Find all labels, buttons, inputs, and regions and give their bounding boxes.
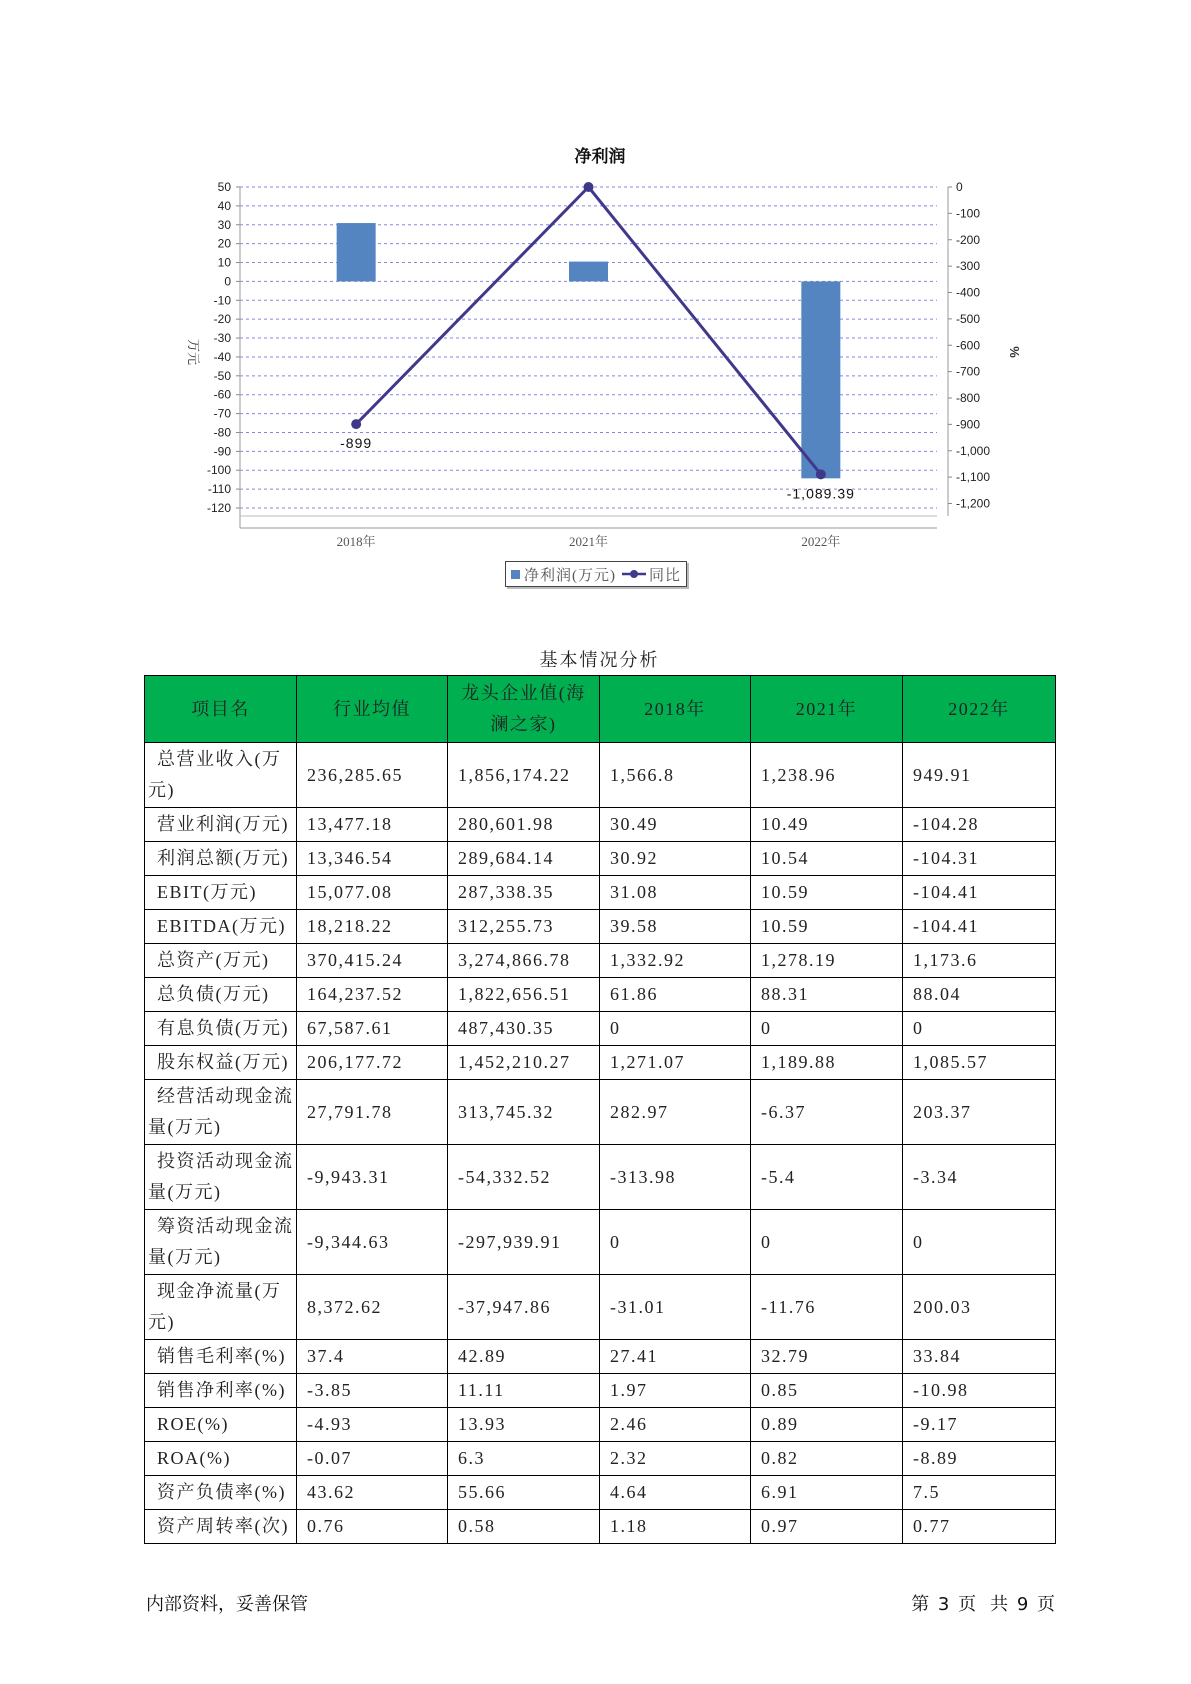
y2-tick-label: -600 [956, 338, 981, 353]
table-cell: 6.3 [448, 1442, 600, 1476]
table-cell: -10.98 [903, 1374, 1056, 1408]
page-current: 第 3 页 [911, 1594, 977, 1615]
table-cell: 39.58 [600, 910, 751, 944]
net-profit-chart [0, 0, 1191, 600]
table-row [145, 842, 1056, 876]
table-cell: -5.4 [751, 1145, 903, 1210]
row-label-cell: 营业利润(万元) [145, 808, 297, 842]
table-cell: 67,587.61 [297, 1012, 448, 1046]
table-cell: 27.41 [600, 1340, 751, 1374]
row-label-cell: EBIT(万元) [145, 876, 297, 910]
table-row [145, 1210, 1056, 1275]
row-label-cell: 资产周转率(次) [145, 1510, 297, 1544]
table-cell: 10.49 [751, 808, 903, 842]
y-tick-label: -60 [213, 387, 231, 402]
y2-tick-label: -800 [956, 391, 981, 405]
table-cell: 0 [751, 1012, 903, 1046]
table-cell: 13,346.54 [297, 842, 448, 876]
table-cell: -297,939.91 [448, 1210, 600, 1275]
table-cell: 200.03 [903, 1275, 1056, 1340]
table-cell: 2.46 [600, 1408, 751, 1442]
data-label: -1,089.39 [786, 485, 855, 502]
table-header-cell: 项目名 [145, 676, 297, 743]
row-label-cell: 现金净流量(万元) [145, 1275, 297, 1340]
y-tick-label: -120 [206, 501, 231, 515]
table-cell: 8,372.62 [297, 1275, 448, 1340]
table-cell: 312,255.73 [448, 910, 600, 944]
table-row [145, 944, 1056, 978]
y2-tick-label: -100 [956, 206, 981, 221]
table-cell: -9.17 [903, 1408, 1056, 1442]
table-cell: 1.97 [600, 1374, 751, 1408]
table-cell: -9,943.31 [297, 1145, 448, 1210]
x-tick-label: 2018年 [336, 534, 376, 549]
table-cell: 370,415.24 [297, 944, 448, 978]
table-cell: 30.92 [600, 842, 751, 876]
table-cell: 37.4 [297, 1340, 448, 1374]
table-cell: 13.93 [448, 1408, 600, 1442]
row-label-cell: 总负债(万元) [145, 978, 297, 1012]
page-number [815, 1590, 1055, 1616]
table-row [145, 1476, 1056, 1510]
table-cell: 236,285.65 [297, 743, 448, 808]
y2-tick-label: -400 [956, 285, 981, 300]
y-tick-label: -70 [213, 406, 231, 421]
row-label-cell: 销售净利率(%) [145, 1374, 297, 1408]
table-row [145, 876, 1056, 910]
table-cell: 33.84 [903, 1340, 1056, 1374]
y2-tick-label: -500 [956, 311, 981, 326]
line-point [584, 182, 594, 192]
table-cell: 10.54 [751, 842, 903, 876]
table-cell: 7.5 [903, 1476, 1056, 1510]
table-cell: 289,684.14 [448, 842, 600, 876]
table-cell: 0 [751, 1210, 903, 1275]
table-cell: 32.79 [751, 1340, 903, 1374]
basic-analysis-table [144, 675, 1056, 1544]
y-tick-label: -110 [207, 482, 231, 497]
table-cell: 0.77 [903, 1510, 1056, 1544]
bar [337, 223, 376, 281]
table-cell: 88.04 [903, 978, 1056, 1012]
x-tick-label: 2021年 [568, 534, 609, 549]
table-cell: -104.41 [903, 876, 1056, 910]
y2-tick-label: -1,200 [956, 496, 991, 511]
legend-line-swatch [622, 568, 646, 580]
y-tick-label: 50 [217, 180, 231, 194]
table-row [145, 1442, 1056, 1476]
row-label-cell: 总资产(万元) [145, 944, 297, 978]
row-label-cell: 有息负债(万元) [145, 1012, 297, 1046]
row-label-cell: 投资活动现金流量(万元) [145, 1145, 297, 1210]
bar [801, 281, 840, 478]
table-cell: -54,332.52 [448, 1145, 600, 1210]
y-axis-title: 万元 [186, 338, 201, 366]
table-header-cell: 2018年 [600, 676, 751, 743]
y-tick-label: 0 [224, 274, 231, 289]
y2-tick-label: 0 [956, 180, 963, 194]
y-tick-label: -100 [206, 463, 231, 478]
y-tick-label: 40 [217, 198, 231, 213]
table-cell: -3.34 [903, 1145, 1056, 1210]
chart-title: 净利润 [574, 147, 626, 167]
table-cell: 10.59 [751, 876, 903, 910]
table-cell: 1,085.57 [903, 1046, 1056, 1080]
table-cell: -9,344.63 [297, 1210, 448, 1275]
table-cell: 164,237.52 [297, 978, 448, 1012]
y-tick-label: -90 [213, 444, 231, 459]
table-cell: 3,274,866.78 [448, 944, 600, 978]
table-cell: 11.11 [448, 1374, 600, 1408]
y-tick-label: 30 [217, 217, 231, 232]
y2-axis-title: % [1007, 346, 1022, 358]
table-cell: 1,173.6 [903, 944, 1056, 978]
y-tick-label: -20 [213, 312, 231, 327]
y2-tick-label: -700 [956, 364, 981, 379]
table-cell: 31.08 [600, 876, 751, 910]
y2-tick-label: -1,000 [956, 443, 991, 458]
y2-tick-label: -900 [956, 417, 981, 432]
table-row [145, 1408, 1056, 1442]
line-point [351, 419, 361, 429]
table-cell: -8.89 [903, 1442, 1056, 1476]
table-cell: 1,271.07 [600, 1046, 751, 1080]
table-cell: -0.07 [297, 1442, 448, 1476]
y-tick-label: -80 [213, 425, 231, 440]
table-cell: -104.41 [903, 910, 1056, 944]
legend-bar-label: 净利润(万元) [524, 567, 616, 584]
table-cell: 1,822,656.51 [448, 978, 600, 1012]
table-cell: -37,947.86 [448, 1275, 600, 1340]
table-row [145, 1012, 1056, 1046]
table-cell: 6.91 [751, 1476, 903, 1510]
table-cell: 30.49 [600, 808, 751, 842]
table-cell: 2.32 [600, 1442, 751, 1476]
row-label-cell: 资产负债率(%) [145, 1476, 297, 1510]
table-header-row [145, 676, 1056, 743]
table-cell: 13,477.18 [297, 808, 448, 842]
data-label: -899 [340, 435, 373, 452]
table-cell: 4.64 [600, 1476, 751, 1510]
y2-tick-label: -200 [956, 232, 981, 247]
y-tick-label: -50 [213, 368, 231, 383]
table-cell: -4.93 [297, 1408, 448, 1442]
chart-legend [505, 561, 687, 587]
table-cell: 0.82 [751, 1442, 903, 1476]
table-row [145, 910, 1056, 944]
table-cell: 0.85 [751, 1374, 903, 1408]
table-header-cell: 2021年 [751, 676, 903, 743]
table-header-cell: 2022年 [903, 676, 1056, 743]
table-cell: 287,338.35 [448, 876, 600, 910]
table-cell: 27,791.78 [297, 1080, 448, 1145]
table-title: 基本情况分析 [539, 650, 660, 670]
table-cell: 1,278.19 [751, 944, 903, 978]
table-cell: 15,077.08 [297, 876, 448, 910]
table-row [145, 1080, 1056, 1145]
y2-tick-label: -300 [956, 259, 981, 274]
footer-note: 内部资料，妥善保管 [146, 1594, 308, 1615]
y-tick-label: -30 [213, 331, 231, 346]
table-cell: -31.01 [600, 1275, 751, 1340]
table-row [145, 1145, 1056, 1210]
bar [569, 262, 608, 282]
table-cell: 18,218.22 [297, 910, 448, 944]
table-cell: 88.31 [751, 978, 903, 1012]
table-cell: 1,566.8 [600, 743, 751, 808]
table-cell: 42.89 [448, 1340, 600, 1374]
table-cell: 0.58 [448, 1510, 600, 1544]
table-cell: 280,601.98 [448, 808, 600, 842]
table-cell: -104.31 [903, 842, 1056, 876]
row-label-cell: 利润总额(万元) [145, 842, 297, 876]
table-cell: 949.91 [903, 743, 1056, 808]
table-cell: -104.28 [903, 808, 1056, 842]
y-tick-label: 10 [217, 255, 231, 270]
legend-bar-swatch [511, 570, 520, 579]
page-total: 共 9 页 [990, 1594, 1055, 1615]
table-row [145, 1510, 1056, 1544]
x-tick-label: 2022年 [801, 534, 841, 549]
table-cell: 0 [600, 1012, 751, 1046]
table-cell: -313.98 [600, 1145, 751, 1210]
table-cell: 1,238.96 [751, 743, 903, 808]
table-header-cell: 行业均值 [297, 676, 448, 743]
table-row [145, 1340, 1056, 1374]
table-row [145, 1275, 1056, 1340]
table-header-cell: 龙头企业值(海澜之家) [448, 676, 600, 743]
table-cell: 1,332.92 [600, 944, 751, 978]
y-tick-label: 20 [217, 236, 231, 251]
row-label-cell: EBITDA(万元) [145, 910, 297, 944]
table-cell: -6.37 [751, 1080, 903, 1145]
table-cell: 0.97 [751, 1510, 903, 1544]
table-cell: 0.89 [751, 1408, 903, 1442]
table-cell: 55.66 [448, 1476, 600, 1510]
table-row [145, 743, 1056, 808]
table-cell: 0 [903, 1210, 1056, 1275]
table-cell: 0 [600, 1210, 751, 1275]
table-cell: 61.86 [600, 978, 751, 1012]
table-body [145, 743, 1056, 1544]
line-series [356, 187, 821, 474]
table-cell: 0.76 [297, 1510, 448, 1544]
table-cell: 0 [903, 1012, 1056, 1046]
table-cell: -3.85 [297, 1374, 448, 1408]
table-cell: 203.37 [903, 1080, 1056, 1145]
line-point [816, 469, 826, 479]
table-cell: 1,452,210.27 [448, 1046, 600, 1080]
row-label-cell: 经营活动现金流量(万元) [145, 1080, 297, 1145]
table-cell: -11.76 [751, 1275, 903, 1340]
table-cell: 43.62 [297, 1476, 448, 1510]
table-cell: 1,856,174.22 [448, 743, 600, 808]
table-row [145, 808, 1056, 842]
row-label-cell: 销售毛利率(%) [145, 1340, 297, 1374]
table-cell: 487,430.35 [448, 1012, 600, 1046]
row-label-cell: 股东权益(万元) [145, 1046, 297, 1080]
y-tick-label: -10 [213, 293, 231, 308]
table-cell: 1.18 [600, 1510, 751, 1544]
y-tick-label: -40 [213, 349, 231, 364]
y2-tick-label: -1,100 [956, 470, 991, 485]
row-label-cell: 总营业收入(万元) [145, 743, 297, 808]
table-row [145, 1046, 1056, 1080]
table-cell: 206,177.72 [297, 1046, 448, 1080]
table-cell: 313,745.32 [448, 1080, 600, 1145]
table-cell: 282.97 [600, 1080, 751, 1145]
legend-line-label: 同比 [649, 567, 682, 584]
table-cell: 10.59 [751, 910, 903, 944]
table-cell: 1,189.88 [751, 1046, 903, 1080]
table-row [145, 978, 1056, 1012]
row-label-cell: 筹资活动现金流量(万元) [145, 1210, 297, 1275]
row-label-cell: ROE(%) [145, 1408, 297, 1442]
row-label-cell: ROA(%) [145, 1442, 297, 1476]
table-row [145, 1374, 1056, 1408]
